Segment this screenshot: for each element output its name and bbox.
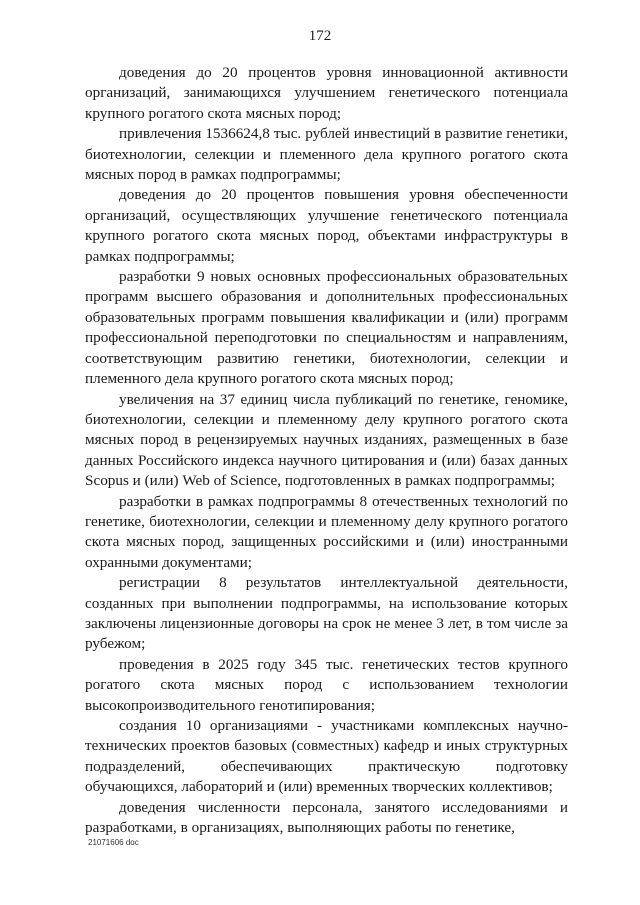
paragraph: доведения до 20 процентов повышения уровня обеспеченности организаций, осуществляющих улучшение генетического потенциала крупного рогатого скота мясных пород, объектами инфраструктуры в рамках подпрограммы; bbox=[85, 186, 568, 265]
paragraph: увеличения на 37 единиц числа публикаций по генетике, геномике, биотехнологии, селекции и племенному делу крупного рогатого скота мясных пород в рецензируемых научных изданиях, размещенных в базе данных Российского индекса научного цитирования и (или) базах данных Scopus и (или) Web of Science, подготовленных в рамках подпрограммы; bbox=[85, 390, 568, 490]
paragraph: создания 10 организациями - участниками комплексных научно-технических проектов базовых (совместных) кафедр и иных структурных подразделений, обеспечивающих практическую подготовку обучающихся, лабораторий и (или) временных творческих коллективов; bbox=[85, 717, 568, 796]
paragraph: доведения численности персонала, занятого исследованиями и разработками, в организациях, выполняющих работы по генетике, bbox=[85, 798, 568, 837]
document-body bbox=[85, 63, 568, 838]
paragraph: доведения до 20 процентов уровня инновационной активности организаций, занимающихся улучшением генетического потенциала крупного рогатого скота мясных пород; bbox=[85, 64, 568, 122]
paragraph: привлечения 1536624,8 тыс. рублей инвестиций в развитие генетики, биотехнологии, селекции и племенного дела крупного рогатого скота мясных пород в рамках подпрограммы; bbox=[85, 125, 568, 184]
page-number: 172 bbox=[308, 28, 332, 44]
footer-file-code: 21071606 doc bbox=[88, 838, 139, 847]
paragraph: проведения в 2025 году 345 тыс. генетических тестов крупного рогатого скота мясных пород с использованием технологии высокопроизводительного генотипирования; bbox=[85, 655, 568, 714]
paragraph: разработки в рамках подпрограммы 8 отечественных технологий по генетике, биотехнологии, селекции и племенному делу крупного рогатого скота мясных пород, защищенных российскими и (или) иностранными охранными документами; bbox=[85, 492, 568, 571]
paragraph: разработки 9 новых основных профессиональных образовательных программ высшего образования и дополнительных профессиональных образовательных программ повышения квалификации и (или) программ профессиональной переподготовки по специальностям и направлениям, соответствующим развитию генетики, биотехнологии, селекции и племенного дела крупного рогатого скота мясных пород; bbox=[85, 268, 568, 388]
paragraph: регистрации 8 результатов интеллектуальной деятельности, созданных при выполнении подпрограммы, на использование которых заключены лицензионные договоры на срок не менее 3 лет, в том числе за рубежом; bbox=[85, 574, 568, 653]
